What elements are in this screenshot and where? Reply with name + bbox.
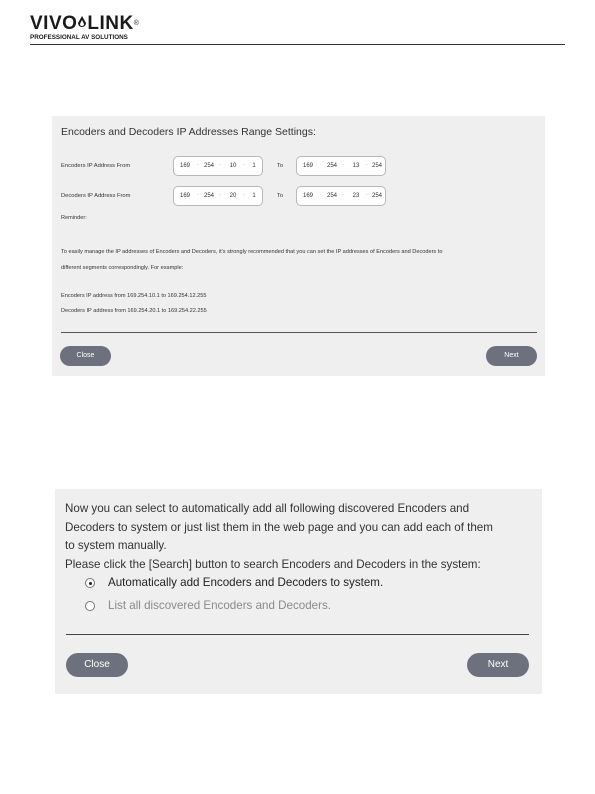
- octet[interactable]: 23: [352, 193, 360, 199]
- octet[interactable]: 20: [229, 193, 237, 199]
- octet[interactable]: 10: [229, 163, 237, 169]
- vivolink-logo: [30, 14, 150, 44]
- brand-wordmark: VIVO LINK®: [30, 13, 140, 34]
- octet[interactable]: 1: [252, 163, 256, 169]
- next-button[interactable]: Next: [486, 346, 537, 366]
- octet-separator: ·: [320, 162, 322, 168]
- octet[interactable]: 169: [302, 193, 313, 199]
- octet[interactable]: 254: [326, 193, 337, 199]
- header-divider: [30, 44, 565, 45]
- octet[interactable]: 1: [252, 193, 256, 199]
- octet[interactable]: 254: [203, 193, 214, 199]
- octet-separator: ·: [219, 162, 221, 168]
- ip-range-settings-panel: [52, 116, 545, 376]
- octet[interactable]: 169: [179, 163, 190, 169]
- octet[interactable]: 254: [203, 163, 214, 169]
- list-all-radio[interactable]: [85, 601, 95, 611]
- octet-separator: ·: [366, 192, 368, 198]
- octet[interactable]: 13: [352, 163, 360, 169]
- octet[interactable]: 254: [371, 193, 382, 199]
- octet-separator: ·: [342, 192, 344, 198]
- discovery-mode-panel: [55, 489, 542, 694]
- instruction-text: Please click the [Search] button to search Encoders and Decoders in the system:: [65, 558, 481, 571]
- octet-separator: ·: [320, 192, 322, 198]
- decoders-ip-to-input[interactable]: [296, 186, 386, 206]
- reminder-label: Reminder:: [61, 215, 87, 221]
- octet-separator: ·: [243, 162, 245, 168]
- example-encoders-text: Encoders IP address from 169.254.10.1 to 169.254.12.255: [61, 293, 207, 299]
- example-decoders-text: Decoders IP address from 169.254.20.1 to 169.254.22.255: [61, 308, 207, 314]
- octet-separator: ·: [342, 162, 344, 168]
- decoders-ip-label: Decoders IP Address From: [61, 193, 131, 199]
- octet-separator: ·: [366, 162, 368, 168]
- to-label: To: [277, 193, 284, 199]
- octet-separator: ·: [219, 192, 221, 198]
- auto-add-label[interactable]: Automatically add Encoders and Decoders to system.: [108, 576, 384, 589]
- panel-divider: [66, 634, 529, 635]
- panel-title: Encoders and Decoders IP Addresses Range Settings:: [61, 126, 316, 138]
- instruction-text: Decoders to system or just list them in the web page and you can add each of them: [65, 521, 493, 534]
- octet[interactable]: 254: [326, 163, 337, 169]
- drop-icon: [77, 16, 87, 30]
- instruction-text: Now you can select to automatically add all following discovered Encoders and: [65, 502, 470, 515]
- encoders-ip-from-input[interactable]: [173, 156, 263, 176]
- octet[interactable]: 169: [302, 163, 313, 169]
- encoders-ip-label: Encoders IP Address From: [61, 163, 131, 169]
- octet[interactable]: 169: [179, 193, 190, 199]
- reminder-text: different segments correspondingly. For example:: [61, 265, 184, 271]
- octet-separator: ·: [197, 192, 199, 198]
- octet[interactable]: 254: [371, 163, 382, 169]
- to-label: To: [277, 163, 284, 169]
- decoders-ip-from-input[interactable]: [173, 186, 263, 206]
- octet-separator: ·: [243, 192, 245, 198]
- instruction-text: to system manually.: [65, 539, 167, 552]
- brand-tagline: PROFESSIONAL AV SOLUTIONS: [30, 34, 128, 41]
- list-all-label[interactable]: List all discovered Encoders and Decoders.: [108, 599, 331, 612]
- close-button[interactable]: Close: [60, 346, 111, 366]
- next-button[interactable]: Next: [467, 653, 529, 677]
- panel-divider: [61, 332, 537, 333]
- octet-separator: ·: [197, 162, 199, 168]
- encoders-ip-to-input[interactable]: [296, 156, 386, 176]
- close-button[interactable]: Close: [66, 653, 128, 677]
- auto-add-radio[interactable]: [85, 578, 95, 588]
- reminder-text: To easily manage the IP addresses of Encoders and Decoders, it's strongly recommended that you can set the IP addresses of Encoders and Decoders to: [61, 249, 443, 255]
